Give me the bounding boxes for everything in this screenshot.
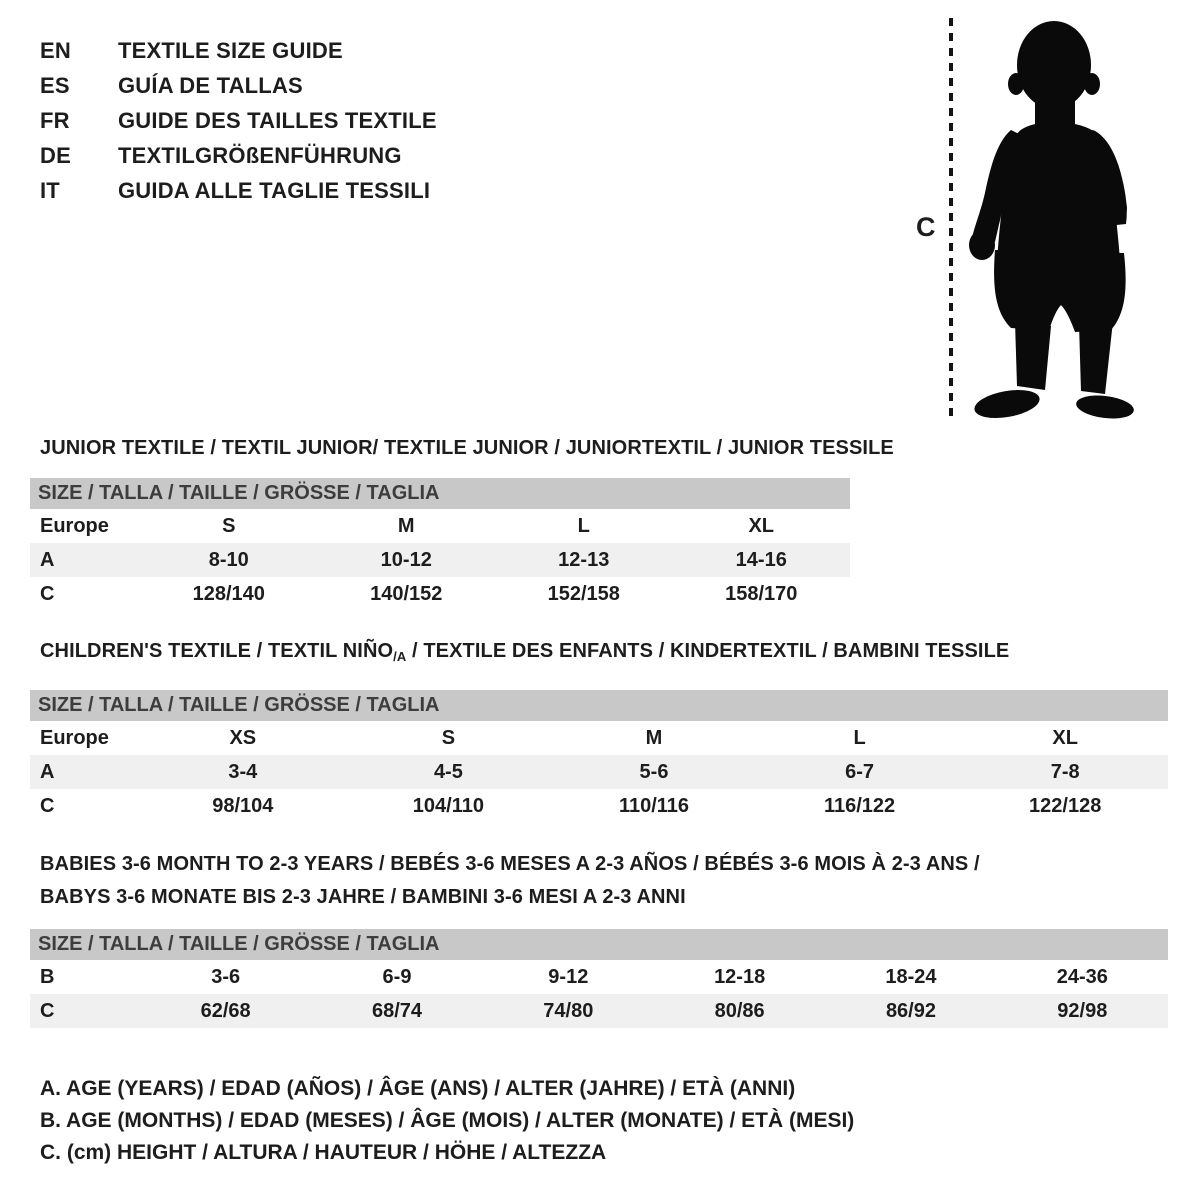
- table-cell: 128/140: [192, 582, 265, 605]
- table-cell: 62/68: [140, 994, 311, 1028]
- table-cell: S: [222, 514, 236, 537]
- guide-title: GUIDA ALLE TAGLIE TESSILI: [118, 178, 431, 203]
- row-label: C: [40, 794, 55, 817]
- size-header-bar: [30, 929, 1168, 960]
- table-cell: M: [645, 726, 663, 749]
- language-row: [40, 103, 437, 138]
- row-label: A: [30, 755, 140, 789]
- table-cell: XS: [229, 726, 257, 749]
- language-code: EN: [40, 38, 71, 63]
- language-row: [40, 68, 437, 103]
- table-cell: L: [853, 726, 866, 749]
- language-code: DE: [40, 143, 71, 168]
- table-cell: 92/98: [997, 994, 1168, 1028]
- size-bar-label: SIZE / TALLA / TAILLE / GRÖSSE / TAGLIA: [30, 478, 850, 509]
- children-title-sub: /A: [393, 649, 407, 664]
- table-cell: 3-6: [211, 965, 241, 988]
- children-title-prefix: CHILDREN'S TEXTILE / TEXTIL NIÑO: [40, 640, 394, 662]
- language-row: [40, 138, 437, 173]
- guide-title: TEXTILGRÖßENFÜHRUNG: [118, 143, 402, 168]
- table-cell: 80/86: [654, 994, 825, 1028]
- language-code: ES: [40, 73, 70, 98]
- height-measure-label: C: [916, 212, 936, 242]
- table-row: [30, 509, 850, 543]
- children-title-suffix: / TEXTILE DES ENFANTS / KINDERTEXTIL / BAMBINI TESSILE: [406, 640, 1010, 662]
- language-title-list: [40, 33, 437, 208]
- guide-title: TEXTILE SIZE GUIDE: [118, 38, 343, 63]
- row-label: Europe: [40, 514, 109, 537]
- babies-title-line2: BABYS 3-6 MONATE BIS 2-3 JAHRE / BAMBINI 3-6 MESI A 2-3 ANNI: [40, 886, 686, 908]
- size-bar-label: SIZE / TALLA / TAILLE / GRÖSSE / TAGLIA: [30, 929, 1168, 960]
- table-row: [30, 721, 1168, 755]
- babies-title-line1: BABIES 3-6 MONTH TO 2-3 YEARS / BEBÉS 3-6 MESES A 2-3 AÑOS / BÉBÉS 3-6 MOIS À 2-3 ANS /: [40, 853, 980, 875]
- row-label: C: [40, 582, 55, 605]
- row-label: A: [30, 543, 140, 577]
- children-size-table: [30, 690, 1168, 823]
- legend-item-a: A. AGE (YEARS) / EDAD (AÑOS) / ÂGE (ANS) / ALTER (JAHRE) / ETÀ (ANNI): [40, 1077, 796, 1100]
- table-row: [30, 994, 1168, 1028]
- row-label: Europe: [40, 726, 109, 749]
- table-cell: 10-12: [318, 543, 496, 577]
- table-cell: 18-24: [885, 965, 937, 988]
- table-cell: 8-10: [140, 543, 318, 577]
- table-cell: 3-4: [140, 755, 346, 789]
- table-cell: 4-5: [346, 755, 552, 789]
- row-label: C: [30, 994, 140, 1028]
- table-cell: 6-9: [382, 965, 412, 988]
- table-row: [30, 543, 850, 577]
- table-cell: 152/158: [547, 582, 620, 605]
- table-cell: 24-36: [1056, 965, 1108, 988]
- table-cell: 116/122: [823, 794, 896, 817]
- toddler-silhouette-figure: [900, 10, 1190, 440]
- measurement-legend: [40, 1073, 854, 1169]
- table-cell: XL: [748, 514, 775, 537]
- size-bar-label: SIZE / TALLA / TAILLE / GRÖSSE / TAGLIA: [30, 690, 1168, 721]
- table-cell: 12-18: [714, 965, 766, 988]
- table-cell: 86/92: [825, 994, 996, 1028]
- table-cell: S: [441, 726, 456, 749]
- table-cell: 122/128: [1029, 794, 1102, 817]
- table-row: [30, 755, 1168, 789]
- table-cell: 140/152: [370, 582, 443, 605]
- language-row: [40, 173, 437, 208]
- babies-size-table: [30, 929, 1168, 1028]
- table-cell: 68/74: [311, 994, 482, 1028]
- table-cell: 98/104: [212, 794, 274, 817]
- table-cell: 110/116: [618, 794, 690, 817]
- table-cell: 7-8: [962, 755, 1168, 789]
- guide-title: GUÍA DE TALLAS: [118, 73, 303, 98]
- table-row: [30, 577, 850, 611]
- babies-section-title: [40, 848, 980, 914]
- children-section-title: [40, 640, 1009, 663]
- language-code: IT: [40, 178, 60, 203]
- table-row: [30, 960, 1168, 994]
- table-cell: 5-6: [551, 755, 757, 789]
- table-cell: L: [577, 514, 590, 537]
- table-cell: XL: [1052, 726, 1078, 749]
- legend-item-b: B. AGE (MONTHS) / EDAD (MESES) / ÂGE (MOIS) / ALTER (MONATE) / ETÀ (MESI): [40, 1109, 855, 1132]
- language-code: FR: [40, 108, 70, 133]
- table-cell: 6-7: [757, 755, 963, 789]
- table-cell: 9-12: [548, 965, 589, 988]
- table-cell: 74/80: [483, 994, 654, 1028]
- table-cell: M: [397, 514, 415, 537]
- junior-section-title: JUNIOR TEXTILE / TEXTIL JUNIOR/ TEXTILE JUNIOR / JUNIORTEXTIL / JUNIOR TESSILE: [40, 437, 894, 459]
- toddler-silhouette: [969, 21, 1135, 423]
- size-header-bar: [30, 690, 1168, 721]
- table-cell: 12-13: [495, 543, 673, 577]
- guide-title: GUIDE DES TAILLES TEXTILE: [118, 108, 437, 133]
- table-row: [30, 789, 1168, 823]
- language-row: [40, 33, 437, 68]
- table-cell: 158/170: [725, 582, 798, 605]
- row-label: B: [40, 965, 55, 988]
- junior-size-table: [30, 478, 850, 611]
- table-cell: 14-16: [673, 543, 851, 577]
- size-header-bar: [30, 478, 850, 509]
- legend-item-c: C. (cm) HEIGHT / ALTURA / HAUTEUR / HÖHE / ALTEZZA: [40, 1141, 607, 1164]
- table-cell: 104/110: [412, 794, 484, 817]
